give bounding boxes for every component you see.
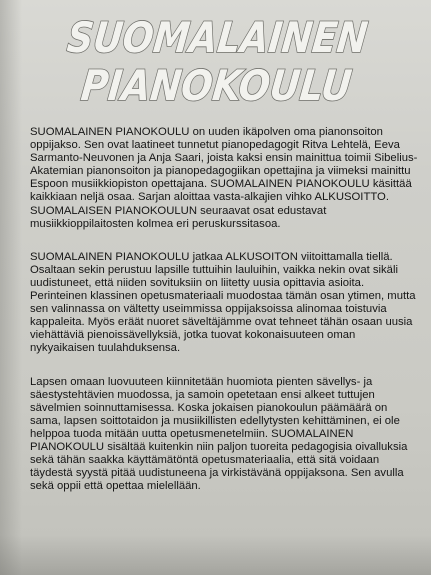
- cover-title: [0, 4, 431, 114]
- bottom-shadow: [0, 535, 431, 575]
- title-line-2: PIANOKOULU: [78, 61, 392, 110]
- paragraph-2: SUOMALAINEN PIANOKOULU jatkaa ALKUSOITON viitoittamalla tiellä. Osaltaan sekin perustuu lapsille tuttuihin lauluihin, vaikka nekin ovat sikäli uudistuneet, että niiden sovituksiin on liitetty uusia opittavia asioita. Perinteinen klassinen opetusmateriaali muodostaa tämän osan ytimen, mutta sen valinnassa on vältetty useimmissa oppijaksoissa alinomaa toistuvia kappaleita. Myös eräät nuoret säveltäjämme ovat tehneet tähän osaan uusia viehättäviä pienoissävellyksiä, jotka tuovat kokonaisuuteen oman nykyaikaisen tuulahduksensa.: [30, 250, 416, 355]
- title-line-1: SUOMALAINEN: [64, 13, 419, 62]
- cover-title-graphic: [0, 4, 431, 114]
- paragraph-1: SUOMALAINEN PIANOKOULU on uuden ikäpolven oma pianonsoiton oppijakso. Sen ovat laatineet tunnetut pianopedagogit Ritva Lehtelä, Eeva Sarmanto-Neuvonen ja Anja Saari, joista kaksi ensin mainittua toimii Sibelius-Akatemian pianonsoiton ja pianopedagogiikan opettajina ja viimeksi mainittu Espoon musiikkiopiston opettajana. SUOMALAINEN PIANOKOULU käsittää kaikkiaan neljä osaa. Sarjan aloittaa vasta-alkajien vihko ALKUSOITTO. SUOMALAISEN PIANOKOULUN seuraavat osat edustavat musiikkioppilaitosten kolmea eri peruskurssitasoa.: [30, 126, 418, 230]
- description-text: [30, 126, 420, 493]
- paragraph-3: Lapsen omaan luovuuteen kiinnitetään huomiota pienten sävellys- ja säestystehtävien muodossa, ja samoin opetetaan ensi alkeet tuttujen sävelmien soinnuttamisessa. Koska jokaisen pianokoulun päämäärä on sama, lapsen soittotaidon ja musiikillisten edellytysten kehittäminen, ei ole helppoa tuoda mitään uutta opetusmenetelmiin. SUOMALAINEN PIANOKOULU sisältää kuitenkin niin paljon tuoreita pedagogisia oivalluksia sekä tähän saakka käyttämätöntä opetusmateriaalia, että sitä voidaan täydestä syystä pitää uudistuneena ja virkistävänä oppijaksona. Sen avulla sekä oppii että opettaa mielellään.: [30, 375, 408, 493]
